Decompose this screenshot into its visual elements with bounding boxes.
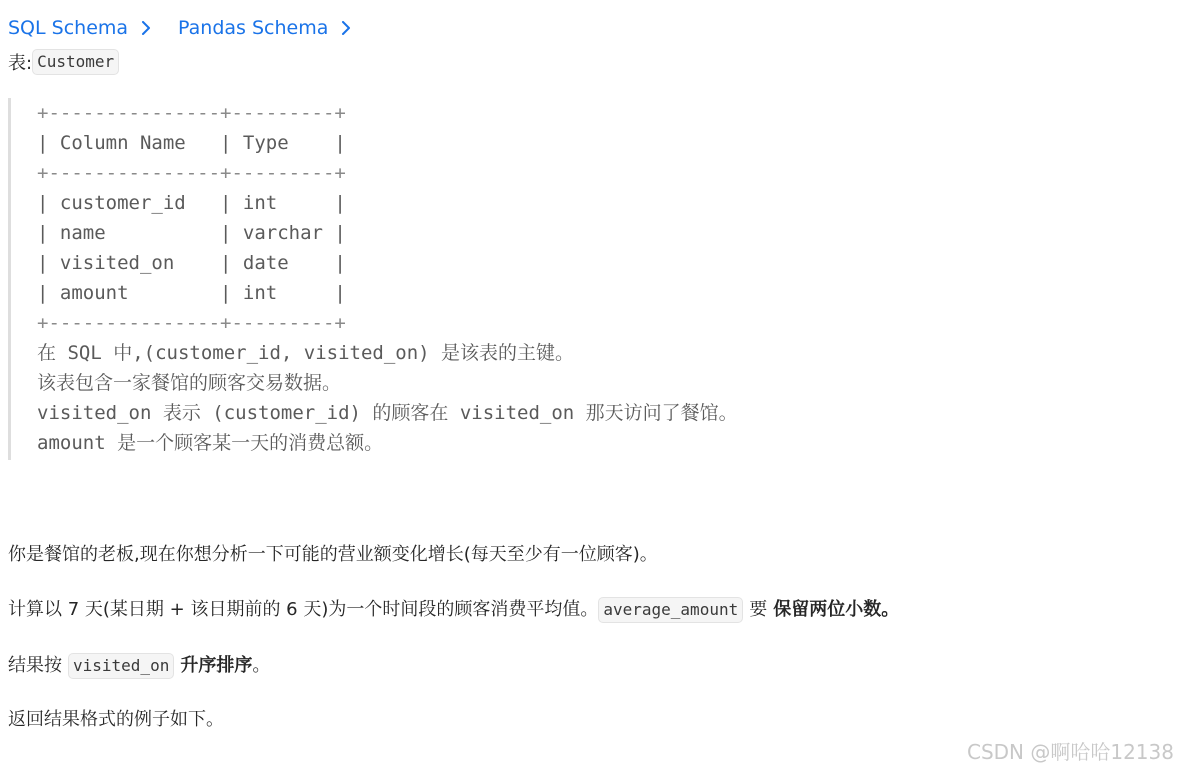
csdn-watermark: CSDN @啊哈哈12138 xyxy=(966,740,1174,764)
schema-note: visited_on 表示 (customer_id) 的顾客在 visited_on 那天访问了餐馆。 xyxy=(37,402,738,424)
table-border-bottom: +---------------+---------+ xyxy=(37,312,346,334)
paragraph-text: 返回结果格式的例子如下。 xyxy=(8,709,224,730)
paragraph-text: 你是餐馆的老板,现在你想分析一下可能的营业额变化增长(每天至少有一位顾客)。 xyxy=(8,544,658,565)
pandas-schema-label: Pandas Schema xyxy=(178,17,329,39)
paragraph-text: 结果按 xyxy=(8,655,62,676)
table-row: | visited_on | date | xyxy=(37,252,346,274)
schema-note: amount 是一个顾客某一天的消费总额。 xyxy=(37,432,384,454)
order-paragraph xyxy=(8,651,270,681)
paragraph-text: 计算以 7 天(某日期 + 该日期前的 6 天)为一个时间段的顾客消费平均值。 xyxy=(8,599,599,620)
description-paragraph xyxy=(8,540,658,570)
table-label: 表: xyxy=(8,53,33,74)
pandas-schema-link[interactable] xyxy=(178,17,352,39)
bold-text: 保留两位小数。 xyxy=(773,599,900,620)
table-row: | name | varchar | xyxy=(37,222,346,244)
bold-text: 升序排序 xyxy=(180,655,253,676)
example-paragraph xyxy=(8,705,224,735)
average-paragraph xyxy=(8,595,899,625)
visited-on-code: visited_on xyxy=(68,653,174,679)
schema-note: 该表包含一家餐馆的顾客交易数据。 xyxy=(37,372,342,394)
chevron-right-icon xyxy=(340,21,352,35)
sql-schema-label: SQL Schema xyxy=(8,17,129,39)
table-row: | amount | int | xyxy=(37,282,346,304)
table-row: | customer_id | int | xyxy=(37,192,346,214)
table-name-code: Customer xyxy=(32,49,119,75)
table-border-top: +---------------+---------+ xyxy=(37,102,346,124)
schema-note: 在 SQL 中,(customer_id, visited_on) 是该表的主键。 xyxy=(37,342,575,364)
table-header-row: | Column Name | Type | xyxy=(37,132,346,154)
table-border-mid: +---------------+---------+ xyxy=(37,162,346,184)
average-amount-code: average_amount xyxy=(598,597,743,623)
paragraph-text: 。 xyxy=(252,655,271,676)
chevron-right-icon xyxy=(140,21,152,35)
schema-blockquote xyxy=(8,98,911,460)
schema-code-block xyxy=(37,98,738,458)
sql-schema-link[interactable] xyxy=(8,17,152,39)
paragraph-text: 要 xyxy=(749,599,768,620)
schema-tabs xyxy=(8,14,378,42)
table-intro xyxy=(8,47,119,77)
